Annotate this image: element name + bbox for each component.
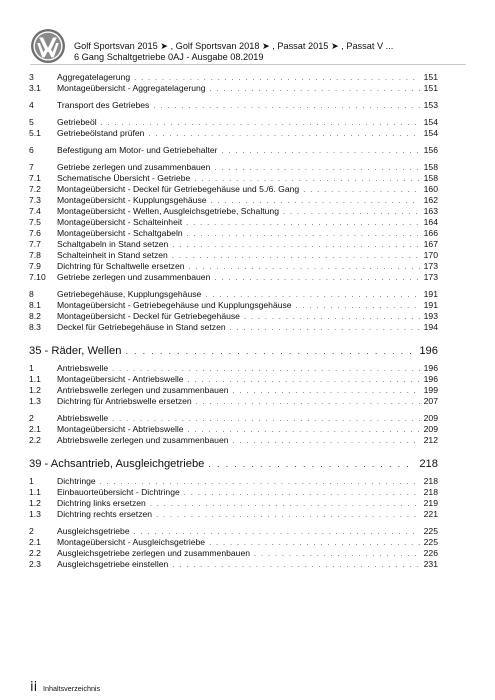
toc-entry-number: 8 (29, 289, 34, 299)
leader-dots (222, 145, 420, 156)
toc-chapter-39[interactable] (29, 457, 438, 471)
leader-dots (186, 217, 419, 228)
toc-entry-number: 6 (29, 145, 34, 155)
toc-entry-title: Montageübersicht - Deckel für Getriebegehäuse (57, 311, 240, 321)
toc-entry-page: 154 (423, 117, 438, 127)
chapter-title: 39 - Achsantrieb, Ausgleichgetriebe (29, 458, 205, 470)
toc-entry-title: Montageübersicht - Wellen, Ausgleichsgetriebe, Schaltung (57, 206, 279, 216)
toc-entry-number: 2.2 (29, 548, 41, 558)
toc-entry-number: 1.3 (29, 509, 41, 519)
footer-label: Inhaltsverzeichnis (43, 684, 101, 693)
leader-dots (209, 537, 420, 548)
toc-entry-number: 1 (29, 363, 34, 373)
toc-entry-page: 207 (423, 396, 438, 406)
toc-entry-page: 160 (423, 184, 438, 194)
leader-dots (194, 173, 419, 184)
toc-entry[interactable] (29, 228, 438, 239)
toc-group (29, 117, 438, 139)
leader-dots (188, 424, 420, 435)
toc-entry-page: 209 (423, 424, 438, 434)
header-title: Golf Sportsvan 2015 ➤ , Golf Sportsvan 2018 ➤ , Passat 2015 ➤ , Passat V ... (74, 41, 394, 51)
toc-entry-number: 2.3 (29, 559, 41, 569)
toc-entry[interactable] (29, 117, 438, 128)
toc-entry-title: Getriebeölstand prüfen (57, 128, 145, 138)
page-number: ii (30, 680, 38, 695)
header-subtitle: 6 Gang Schaltgetriebe 0AJ - Ausgabe 08.2019 (74, 52, 264, 62)
leader-dots (100, 476, 420, 487)
leader-dots (244, 311, 420, 322)
toc-entry-number: 1.1 (29, 487, 41, 497)
leader-dots (233, 385, 420, 396)
toc-entry-title: Schematische Übersicht - Getriebe (57, 173, 191, 183)
toc-group (29, 363, 438, 407)
toc-entry-page: 153 (423, 100, 438, 110)
leader-dots (303, 184, 419, 195)
toc-entry-title: Dichtring links ersetzen (57, 498, 146, 508)
toc-entry-page: 221 (423, 509, 438, 519)
toc-entry-title: Ausgleichsgetriebe einstellen (57, 559, 169, 569)
leader-dots (214, 162, 419, 173)
toc-entry-page: 199 (423, 385, 438, 395)
toc-entry[interactable] (29, 173, 438, 184)
toc-entry[interactable] (29, 435, 438, 446)
toc-entry-title: Dichtring für Antriebswelle ersetzen (57, 396, 192, 406)
leader-dots (214, 272, 419, 283)
toc-entry-title: Montageübersicht - Antriebswelle (57, 374, 184, 384)
toc-entry-number: 2 (29, 526, 34, 536)
toc-entry-page: 164 (423, 217, 438, 227)
toc-entry-number: 7.8 (29, 250, 41, 260)
toc-entry-page: 219 (423, 498, 438, 508)
leader-dots (112, 413, 420, 424)
toc-group (29, 145, 438, 156)
toc-entry[interactable] (29, 322, 438, 333)
toc-entry[interactable] (29, 184, 438, 195)
toc-entry[interactable] (29, 128, 438, 139)
leader-dots (233, 435, 420, 446)
leader-dots (205, 289, 419, 300)
toc-entry-page: 231 (423, 559, 438, 569)
toc-entry-number: 5 (29, 117, 34, 127)
toc-entry[interactable] (29, 272, 438, 283)
toc-entry-number: 1.2 (29, 385, 41, 395)
toc-entry-page: 209 (423, 413, 438, 423)
toc-entry[interactable] (29, 363, 438, 374)
toc-entry-title: Dichtring für Schaltwelle ersetzen (57, 261, 185, 271)
toc-entry-page: 170 (423, 250, 438, 260)
toc-entry[interactable] (29, 206, 438, 217)
leader-dots (134, 526, 420, 537)
toc-entry-number: 4 (29, 100, 34, 110)
toc-group (29, 289, 438, 333)
toc-entry-title: Montageübersicht - Aggregatelagerung (57, 83, 206, 93)
toc-entry[interactable] (29, 217, 438, 228)
toc-entry-page: 154 (423, 128, 438, 138)
toc-entry-page: 218 (423, 487, 438, 497)
toc-entry-number: 7.7 (29, 239, 41, 249)
leader-dots (172, 559, 419, 570)
leader-dots (184, 487, 420, 498)
toc-entry-page: 225 (423, 526, 438, 536)
toc-group (29, 100, 438, 111)
leader-dots (254, 548, 420, 559)
table-of-contents (29, 72, 438, 570)
toc-entry-number: 7.3 (29, 195, 41, 205)
toc-entry-title: Dichtringe (57, 476, 96, 486)
toc-entry-page: 158 (423, 162, 438, 172)
toc-entry-number: 1.3 (29, 396, 41, 406)
toc-entry-title: Montageübersicht - Schalteinheit (57, 217, 183, 227)
leader-dots (296, 300, 420, 311)
toc-entry-number: 7 (29, 162, 34, 172)
leader-dots (187, 228, 420, 239)
leader-dots (134, 72, 420, 83)
toc-entry-title: Montageübersicht - Schaltgabeln (57, 228, 183, 238)
toc-chapter-35[interactable] (29, 344, 438, 358)
toc-entry-title: Montageübersicht - Abtriebswelle (57, 424, 184, 434)
toc-entry-number: 7.4 (29, 206, 41, 216)
header-divider (30, 64, 466, 65)
leader-dots (196, 396, 420, 407)
page-header (0, 0, 495, 66)
toc-entry[interactable] (29, 145, 438, 156)
leader-dots (153, 100, 419, 111)
toc-entry[interactable] (29, 509, 438, 520)
toc-entry-page: 191 (423, 289, 438, 299)
toc-entry[interactable] (29, 526, 438, 537)
leader-dots (172, 239, 419, 250)
toc-entry-number: 8.1 (29, 300, 41, 310)
toc-entry-page: 212 (423, 435, 438, 445)
toc-entry[interactable] (29, 289, 438, 300)
toc-entry-page: 163 (423, 206, 438, 216)
toc-group (29, 72, 438, 94)
toc-entry-page: 173 (423, 272, 438, 282)
leader-dots (230, 322, 420, 333)
toc-entry-number: 1 (29, 476, 34, 486)
toc-entry[interactable] (29, 424, 438, 435)
toc-entry[interactable] (29, 162, 438, 173)
leader-dots (283, 206, 420, 217)
toc-entry-page: 191 (423, 300, 438, 310)
toc-entry[interactable] (29, 374, 438, 385)
toc-entry-number: 7.5 (29, 217, 41, 227)
toc-entry-title: Getriebeöl (57, 117, 97, 127)
toc-entry-page: 218 (423, 476, 438, 486)
toc-entry-title: Antriebswelle (57, 363, 109, 373)
toc-entry-title: Abtriebswelle zerlegen und zusammenbauen (57, 435, 229, 445)
leader-dots (101, 117, 420, 128)
toc-entry-page: 151 (423, 83, 438, 93)
toc-entry[interactable] (29, 195, 438, 206)
leader-dots (125, 344, 415, 358)
toc-entry-title: Getriebe zerlegen und zusammenbauen (57, 162, 211, 172)
chapter-page: 218 (419, 458, 438, 470)
leader-dots (210, 83, 420, 94)
toc-entry[interactable] (29, 261, 438, 272)
toc-entry-title: Antriebswelle zerlegen und zusammenbauen (57, 385, 229, 395)
toc-entry-number: 2.1 (29, 424, 41, 434)
toc-entry[interactable] (29, 300, 438, 311)
toc-entry[interactable] (29, 396, 438, 407)
toc-entry-number: 3 (29, 72, 34, 82)
toc-entry-number: 7.2 (29, 184, 41, 194)
toc-entry[interactable] (29, 476, 438, 487)
toc-entry-number: 7.9 (29, 261, 41, 271)
toc-entry-page: 162 (423, 195, 438, 205)
toc-entry-number: 2.1 (29, 537, 41, 547)
toc-entry[interactable] (29, 72, 438, 83)
toc-entry-page: 156 (423, 145, 438, 155)
toc-entry[interactable] (29, 385, 438, 396)
leader-dots (148, 128, 419, 139)
toc-entry[interactable] (29, 537, 438, 548)
toc-entry-number: 7.1 (29, 173, 41, 183)
toc-entry-page: 226 (423, 548, 438, 558)
toc-entry-page: 196 (423, 363, 438, 373)
toc-entry-title: Montageübersicht - Getriebegehäuse und Kupplungsgehäuse (57, 300, 292, 310)
toc-entry-title: Montageübersicht - Deckel für Getriebegehäuse und 5./6. Gang (57, 184, 300, 194)
toc-entry-page: 225 (423, 537, 438, 547)
toc-entry-title: Schaltgabeln in Stand setzen (57, 239, 169, 249)
toc-entry-number: 1.2 (29, 498, 41, 508)
toc-entry[interactable] (29, 487, 438, 498)
toc-entry-number: 3.1 (29, 83, 41, 93)
toc-entry[interactable] (29, 311, 438, 322)
toc-entry-title: Getriebe zerlegen und zusammenbauen (57, 272, 211, 282)
toc-group (29, 413, 438, 446)
toc-entry-page: 173 (423, 261, 438, 271)
leader-dots (189, 261, 420, 272)
leader-dots (211, 195, 420, 206)
toc-entry-title: Deckel für Getriebegehäuse in Stand setzen (57, 322, 226, 332)
toc-entry-page: 151 (423, 72, 438, 82)
toc-entry[interactable] (29, 559, 438, 570)
toc-entry-title: Schalteinheit in Stand setzen (57, 250, 168, 260)
toc-group (29, 162, 438, 283)
leader-dots (172, 250, 420, 261)
toc-entry-number: 5.1 (29, 128, 41, 138)
toc-group (29, 476, 438, 520)
toc-entry-title: Transport des Getriebes (57, 100, 150, 110)
toc-entry-title: Einbauorteübersicht - Dichtringe (57, 487, 180, 497)
toc-entry-page: 158 (423, 173, 438, 183)
toc-entry-title: Montageübersicht - Ausgleichsgetriebe (57, 537, 206, 547)
toc-entry-title: Abtriebswelle (57, 413, 109, 423)
toc-entry-title: Montageübersicht - Kupplungsgehäuse (57, 195, 207, 205)
toc-entry[interactable] (29, 250, 438, 261)
leader-dots (156, 509, 420, 520)
toc-entry[interactable] (29, 239, 438, 250)
leader-dots (112, 363, 420, 374)
toc-entry-page: 194 (423, 322, 438, 332)
toc-entry[interactable] (29, 83, 438, 94)
toc-entry-title: Befestigung am Motor- und Getriebehalter (57, 145, 218, 155)
toc-entry-number: 2 (29, 413, 34, 423)
toc-entry-title: Ausgleichsgetriebe zerlegen und zusammenbauen (57, 548, 251, 558)
toc-entry-number: 7.6 (29, 228, 41, 238)
chapter-title: 35 - Räder, Wellen (29, 345, 122, 357)
toc-group (29, 526, 438, 570)
toc-entry-number: 8.2 (29, 311, 41, 321)
toc-entry-number: 7.10 (29, 272, 46, 282)
toc-entry-title: Aggregatelagerung (57, 72, 131, 82)
toc-entry-number: 2.2 (29, 435, 41, 445)
toc-entry-number: 1.1 (29, 374, 41, 384)
leader-dots (150, 498, 420, 509)
toc-entry-page: 193 (423, 311, 438, 321)
toc-entry-number: 8.3 (29, 322, 41, 332)
toc-entry[interactable] (29, 548, 438, 559)
leader-dots (188, 374, 420, 385)
chapter-page: 196 (419, 345, 438, 357)
toc-entry-title: Getriebegehäuse, Kupplungsgehäuse (57, 289, 202, 299)
toc-entry[interactable] (29, 413, 438, 424)
vw-logo-icon (30, 28, 66, 64)
toc-entry-title: Ausgleichsgetriebe (57, 526, 130, 536)
toc-entry-page: 196 (423, 374, 438, 384)
toc-entry-title: Dichtring rechts ersetzen (57, 509, 153, 519)
toc-entry[interactable] (29, 100, 438, 111)
toc-entry[interactable] (29, 498, 438, 509)
toc-entry-page: 166 (423, 228, 438, 238)
toc-entry-page: 167 (423, 239, 438, 249)
leader-dots (208, 457, 415, 471)
